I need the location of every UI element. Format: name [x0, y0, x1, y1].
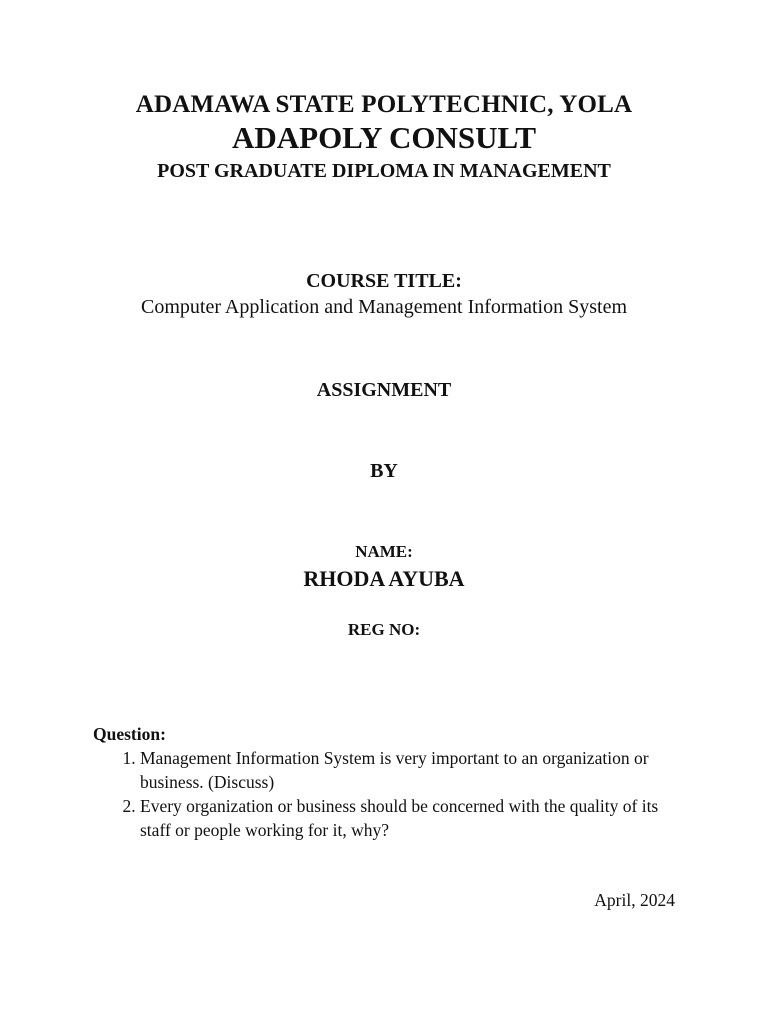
program-name: POST GRADUATE DIPLOMA IN MANAGEMENT — [157, 160, 611, 182]
questions-list — [93, 746, 683, 842]
questions-section — [93, 722, 683, 842]
reg-no-label: REG NO: — [347, 620, 421, 639]
assignment-label: ASSIGNMENT — [316, 379, 452, 401]
course-title: Computer Application and Management Information System — [140, 296, 627, 318]
institution-name: ADAMAWA STATE POLYTECHNIC, YOLA — [135, 91, 633, 118]
by-label: BY — [370, 460, 398, 482]
course-title-label: COURSE TITLE: — [306, 270, 462, 292]
consult-name: ADAPOLY CONSULT — [231, 120, 537, 155]
submission-date: April, 2024 — [594, 890, 675, 910]
student-name: RHODA AYUBA — [303, 566, 465, 591]
question-item: 2. Every organization or business should be concerned with the quality of its staff or people working for it, why? — [140, 794, 683, 842]
questions-heading: Question: — [93, 724, 166, 744]
name-label: NAME: — [355, 542, 413, 561]
question-item: 1. Management Information System is very important to an organization or business. (Discuss) — [140, 746, 683, 794]
